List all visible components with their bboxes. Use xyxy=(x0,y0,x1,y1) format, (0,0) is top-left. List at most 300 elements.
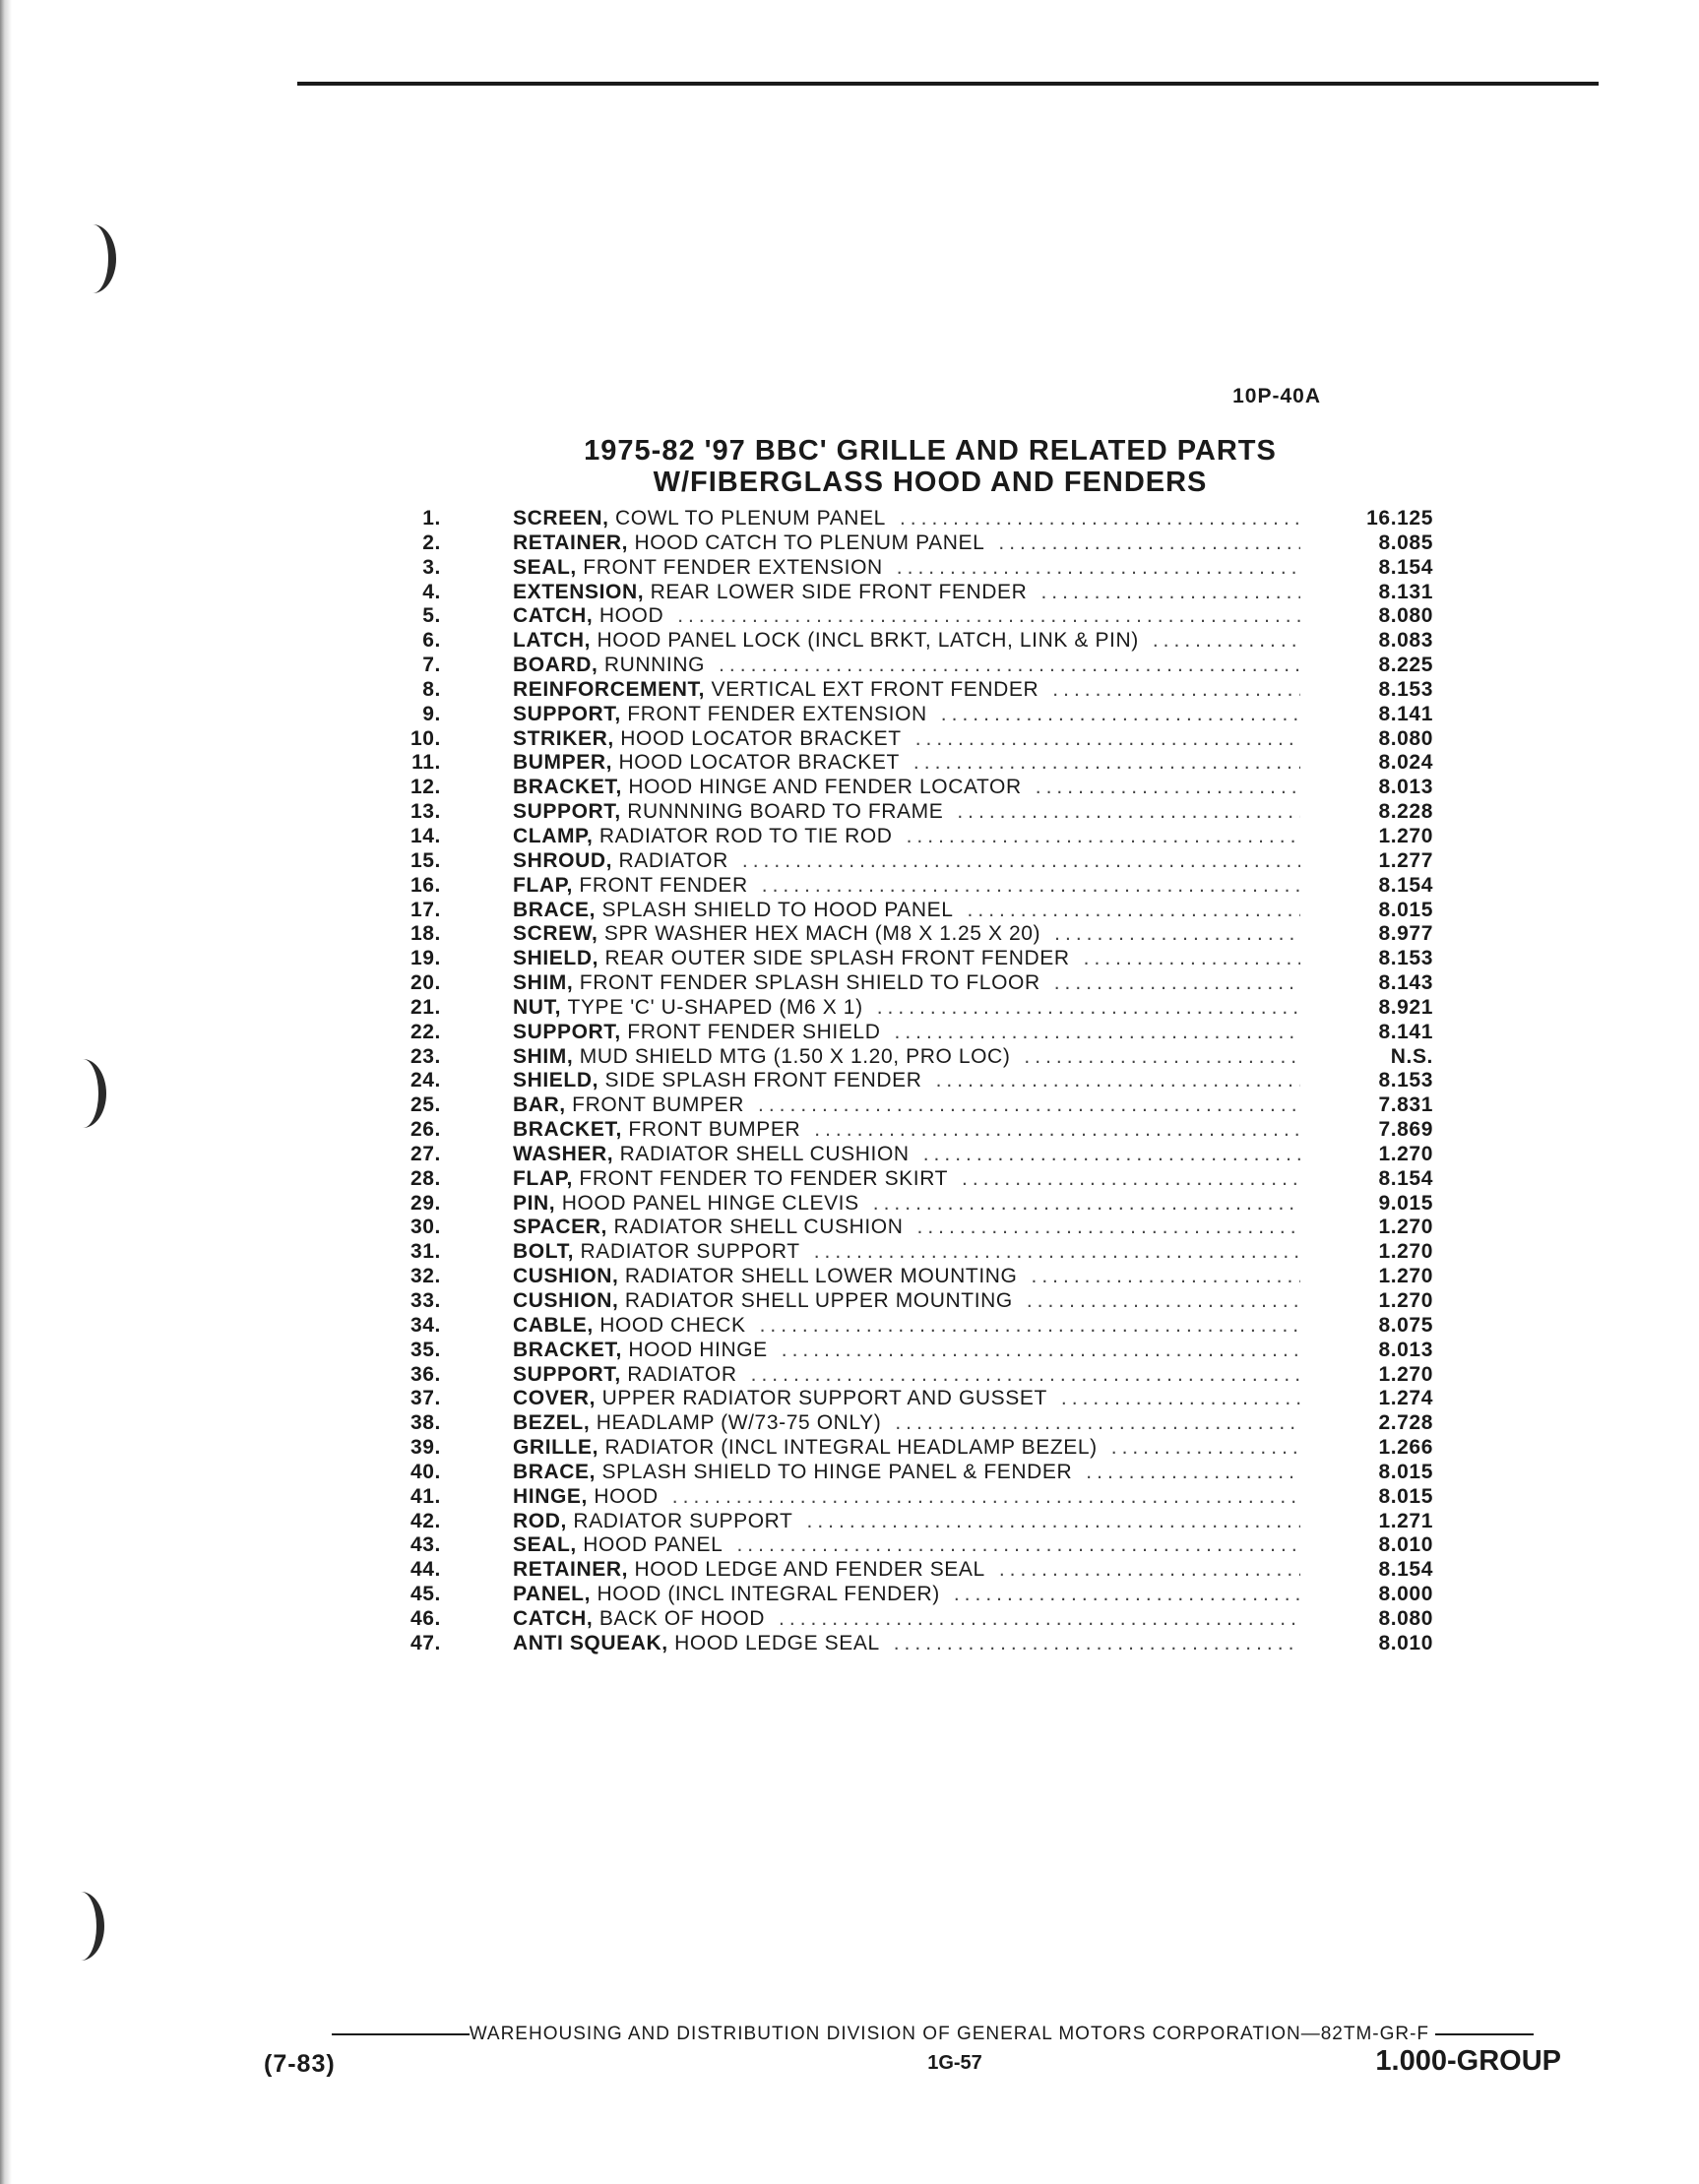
item-description xyxy=(513,800,1300,825)
group-number: 1.270 xyxy=(1378,1240,1433,1264)
dot-leader xyxy=(1084,947,1300,971)
item-detail: RUNNNING BOARD TO FRAME xyxy=(627,800,944,824)
item-description xyxy=(513,849,1300,874)
parts-list-row xyxy=(394,1387,1437,1411)
group-number: 8.085 xyxy=(1378,530,1433,554)
item-detail: FRONT BUMPER xyxy=(628,1118,801,1142)
item-detail: RADIATOR SHELL CUSHION xyxy=(613,1216,904,1239)
parts-list-row xyxy=(394,1265,1437,1289)
dot-leader xyxy=(916,1216,1300,1240)
dot-leader xyxy=(760,1314,1300,1339)
item-detail: HOOD PANEL xyxy=(583,1533,724,1557)
dot-leader xyxy=(897,556,1300,581)
group-number: 7.869 xyxy=(1378,1118,1433,1142)
parts-list-row xyxy=(394,1363,1437,1388)
dot-leader xyxy=(936,1069,1300,1093)
parts-list-row xyxy=(394,1289,1437,1314)
dot-leader xyxy=(915,727,1300,752)
dot-leader xyxy=(1153,629,1300,654)
dot-leader xyxy=(782,1339,1300,1363)
item-description xyxy=(513,581,1300,605)
parts-list-row xyxy=(394,1143,1437,1167)
item-name: SUPPORT, xyxy=(513,1020,621,1043)
group-number: N.S. xyxy=(1390,1044,1433,1068)
parts-list xyxy=(394,507,1437,1656)
item-number: 10. xyxy=(410,726,441,750)
item-description xyxy=(513,1607,1300,1632)
footer-group: 1.000-GROUP xyxy=(1375,2045,1561,2077)
item-description xyxy=(513,874,1300,899)
item-detail: TYPE 'C' U-SHAPED (M6 X 1) xyxy=(567,995,863,1019)
item-name: BRACKET, xyxy=(513,776,622,799)
item-description xyxy=(513,776,1300,800)
item-name: FLAP, xyxy=(513,873,573,897)
dot-leader xyxy=(1086,1461,1300,1485)
group-number: 8.143 xyxy=(1378,971,1433,995)
item-number: 25. xyxy=(410,1093,441,1117)
item-description xyxy=(513,1339,1300,1363)
dot-leader xyxy=(806,1510,1300,1534)
item-detail: HOOD xyxy=(594,1484,659,1508)
item-name: SHIM, xyxy=(513,971,574,995)
item-detail: RADIATOR SUPPORT xyxy=(573,1509,793,1532)
group-number: 1.270 xyxy=(1378,1362,1433,1386)
group-number: 8.080 xyxy=(1378,726,1433,750)
item-name: CLAMP, xyxy=(513,824,594,847)
item-detail: SPLASH SHIELD TO HOOD PANEL xyxy=(601,898,954,921)
item-number: 23. xyxy=(410,1044,441,1068)
item-number: 3. xyxy=(422,555,441,579)
item-number: 39. xyxy=(410,1436,441,1460)
group-number: 8.228 xyxy=(1378,800,1433,824)
item-description xyxy=(513,1510,1300,1534)
group-number: 8.225 xyxy=(1378,654,1433,677)
item-name: CUSHION, xyxy=(513,1289,619,1312)
footer-page-number: 1G-57 xyxy=(927,2052,982,2074)
item-description xyxy=(513,1485,1300,1510)
item-detail: HOOD xyxy=(598,604,664,628)
parts-list-row xyxy=(394,800,1437,825)
item-description xyxy=(513,1461,1300,1485)
parts-list-row xyxy=(394,1240,1437,1265)
item-description xyxy=(513,727,1300,752)
dot-leader xyxy=(1040,581,1300,605)
group-number: 8.015 xyxy=(1378,1460,1433,1483)
dot-leader xyxy=(954,1583,1300,1607)
item-number: 41. xyxy=(410,1484,441,1508)
item-number: 18. xyxy=(410,922,441,946)
footer-rule-left xyxy=(332,2033,470,2035)
page-title-line2: W/FIBERGLASS HOOD AND FENDERS xyxy=(653,467,1208,498)
item-detail: HOOD (INCL INTEGRAL FENDER) xyxy=(597,1583,940,1606)
group-number: 8.131 xyxy=(1378,580,1433,603)
parts-list-row xyxy=(394,1533,1437,1558)
item-name: SHIM, xyxy=(513,1044,574,1068)
item-description xyxy=(513,604,1300,629)
item-description xyxy=(513,1069,1300,1093)
item-description xyxy=(513,899,1300,923)
item-description xyxy=(513,1045,1300,1070)
footer-rule-right xyxy=(1435,2033,1534,2035)
parts-list-row xyxy=(394,899,1437,923)
item-description xyxy=(513,1533,1300,1558)
item-detail: RADIATOR SHELL LOWER MOUNTING xyxy=(624,1265,1018,1288)
footer-division-text: WAREHOUSING AND DISTRIBUTION DIVISION OF GENERAL MOTORS CORPORATION—82TM-GR-F xyxy=(469,2024,1430,2044)
item-description xyxy=(513,1289,1300,1314)
binder-hole-top xyxy=(69,224,116,293)
item-detail: RADIATOR SHELL CUSHION xyxy=(619,1142,910,1165)
item-detail: MUD SHIELD MTG (1.50 X 1.20, PRO LOC) xyxy=(579,1044,1011,1068)
item-name: BRACKET, xyxy=(513,1338,622,1361)
item-detail: SIDE SPLASH FRONT FENDER xyxy=(604,1069,922,1092)
item-name: EXTENSION, xyxy=(513,580,645,603)
dot-leader xyxy=(913,751,1300,776)
item-number: 15. xyxy=(410,848,441,872)
item-number: 24. xyxy=(410,1069,441,1092)
item-detail: RUNNING xyxy=(603,654,706,677)
group-number: 8.010 xyxy=(1378,1631,1433,1654)
item-number: 28. xyxy=(410,1166,441,1190)
dot-leader xyxy=(758,1093,1300,1118)
item-description xyxy=(513,971,1300,996)
dot-leader xyxy=(968,899,1300,923)
parts-list-row xyxy=(394,1167,1437,1192)
item-name: PANEL, xyxy=(513,1583,592,1606)
item-name: CATCH, xyxy=(513,604,594,628)
item-detail: FRONT FENDER EXTENSION xyxy=(583,555,883,579)
item-name: SUPPORT, xyxy=(513,1362,621,1386)
item-description xyxy=(513,1192,1300,1217)
item-detail: RADIATOR ROD TO TIE ROD xyxy=(598,824,893,847)
item-name: SCREEN, xyxy=(513,507,609,530)
reference-code: 10P-40A xyxy=(1232,385,1321,407)
parts-list-row xyxy=(394,1045,1437,1070)
group-number: 8.080 xyxy=(1378,1606,1433,1630)
parts-list-row xyxy=(394,874,1437,899)
item-name: STRIKER, xyxy=(513,726,614,750)
dot-leader xyxy=(1061,1387,1300,1411)
item-name: GRILLE, xyxy=(513,1436,599,1460)
parts-list-row xyxy=(394,1021,1437,1045)
parts-list-row xyxy=(394,703,1437,727)
item-number: 35. xyxy=(410,1338,441,1361)
item-detail: HOOD CHECK xyxy=(599,1313,746,1337)
item-number: 37. xyxy=(410,1387,441,1410)
parts-list-row xyxy=(394,727,1437,752)
parts-list-row xyxy=(394,581,1437,605)
parts-list-row xyxy=(394,1118,1437,1143)
item-name: BOLT, xyxy=(513,1240,575,1264)
item-detail: HOOD LOCATOR BRACKET xyxy=(618,751,900,775)
item-description xyxy=(513,1216,1300,1240)
item-description xyxy=(513,678,1300,703)
group-number: 8.141 xyxy=(1378,702,1433,725)
item-detail: RADIATOR (INCL INTEGRAL HEADLAMP BEZEL) xyxy=(604,1436,1098,1460)
item-number: 38. xyxy=(410,1411,441,1435)
item-description xyxy=(513,1387,1300,1411)
dot-leader xyxy=(1024,1045,1300,1070)
item-detail: HEADLAMP (W/73-75 ONLY) xyxy=(596,1411,882,1435)
item-name: BRACKET, xyxy=(513,1118,622,1142)
item-name: SHIELD, xyxy=(513,947,599,970)
item-number: 14. xyxy=(410,824,441,847)
item-detail: VERTICAL EXT FRONT FENDER xyxy=(711,677,1039,701)
item-description xyxy=(513,1118,1300,1143)
parts-list-row xyxy=(394,604,1437,629)
parts-list-row xyxy=(394,971,1437,996)
item-name: ANTI SQUEAK, xyxy=(513,1631,668,1654)
item-description xyxy=(513,1436,1300,1461)
item-description xyxy=(513,1632,1300,1656)
item-detail: RADIATOR SHELL UPPER MOUNTING xyxy=(624,1289,1013,1312)
parts-list-row xyxy=(394,678,1437,703)
dot-leader xyxy=(719,654,1300,678)
item-number: 12. xyxy=(410,776,441,799)
item-detail: REAR OUTER SIDE SPLASH FRONT FENDER xyxy=(604,947,1070,970)
item-detail: REAR LOWER SIDE FRONT FENDER xyxy=(650,580,1028,603)
item-name: SPACER, xyxy=(513,1216,607,1239)
group-number: 1.277 xyxy=(1378,848,1433,872)
item-number: 31. xyxy=(410,1240,441,1264)
parts-list-row xyxy=(394,751,1437,776)
item-number: 11. xyxy=(411,751,441,775)
group-number: 8.013 xyxy=(1378,776,1433,799)
dot-leader xyxy=(923,1143,1300,1167)
dot-leader xyxy=(1036,776,1300,800)
item-number: 6. xyxy=(422,629,441,653)
item-description xyxy=(513,947,1300,971)
item-name: ROD, xyxy=(513,1509,567,1532)
group-number: 1.271 xyxy=(1378,1509,1433,1532)
item-number: 19. xyxy=(410,947,441,970)
item-number: 17. xyxy=(410,898,441,921)
dot-leader xyxy=(751,1363,1300,1388)
item-name: SEAL, xyxy=(513,1533,577,1557)
item-name: BRACE, xyxy=(513,898,597,921)
item-number: 36. xyxy=(410,1362,441,1386)
parts-list-row xyxy=(394,1436,1437,1461)
item-detail: HOOD HINGE AND FENDER LOCATOR xyxy=(628,776,1022,799)
item-detail: SPR WASHER HEX MACH (M8 X 1.25 X 20) xyxy=(603,922,1041,946)
item-description xyxy=(513,922,1300,947)
item-name: CUSHION, xyxy=(513,1265,619,1288)
item-description xyxy=(513,751,1300,776)
dot-leader xyxy=(1054,922,1300,947)
dot-leader xyxy=(1111,1436,1300,1461)
group-number: 8.153 xyxy=(1378,677,1433,701)
parts-list-row xyxy=(394,1339,1437,1363)
item-name: FLAP, xyxy=(513,1166,573,1190)
item-name: CABLE, xyxy=(513,1313,594,1337)
group-number: 1.270 xyxy=(1378,1216,1433,1239)
item-description xyxy=(513,1143,1300,1167)
dot-leader xyxy=(1031,1265,1300,1289)
item-description xyxy=(513,1363,1300,1388)
group-number: 1.274 xyxy=(1378,1387,1433,1410)
page-edge-shadow xyxy=(0,0,12,2184)
item-number: 9. xyxy=(422,702,441,725)
parts-list-row xyxy=(394,1069,1437,1093)
group-number: 1.270 xyxy=(1378,1142,1433,1165)
parts-list-row xyxy=(394,1314,1437,1339)
item-name: SEAL, xyxy=(513,555,577,579)
item-name: WASHER, xyxy=(513,1142,614,1165)
item-description xyxy=(513,703,1300,727)
item-detail: FRONT FENDER TO FENDER SKIRT xyxy=(579,1166,949,1190)
parts-list-row xyxy=(394,629,1437,654)
item-number: 30. xyxy=(410,1216,441,1239)
item-detail: FRONT FENDER EXTENSION xyxy=(627,702,927,725)
group-number: 8.153 xyxy=(1378,947,1433,970)
item-name: BOARD, xyxy=(513,654,598,677)
dot-leader xyxy=(779,1607,1300,1632)
dot-leader xyxy=(894,1632,1300,1656)
group-number: 8.153 xyxy=(1378,1069,1433,1092)
parts-list-row xyxy=(394,776,1437,800)
dot-leader xyxy=(907,825,1300,849)
parts-list-row xyxy=(394,1485,1437,1510)
item-detail: HOOD LEDGE SEAL xyxy=(674,1631,880,1654)
item-number: 16. xyxy=(410,873,441,897)
item-name: REINFORCEMENT, xyxy=(513,677,706,701)
item-name: SUPPORT, xyxy=(513,800,621,824)
item-name: LATCH, xyxy=(513,629,592,653)
item-description xyxy=(513,1167,1300,1192)
item-number: 40. xyxy=(410,1460,441,1483)
group-number: 8.141 xyxy=(1378,1020,1433,1043)
item-description xyxy=(513,996,1300,1021)
group-number: 8.977 xyxy=(1378,922,1433,946)
parts-list-row xyxy=(394,1510,1437,1534)
dot-leader xyxy=(814,1118,1300,1143)
parts-list-row xyxy=(394,996,1437,1021)
parts-list-row xyxy=(394,922,1437,947)
group-number: 8.075 xyxy=(1378,1313,1433,1337)
dot-leader xyxy=(957,800,1300,825)
item-name: CATCH, xyxy=(513,1606,594,1630)
group-number: 7.831 xyxy=(1378,1093,1433,1117)
item-number: 44. xyxy=(410,1558,441,1582)
item-name: COVER, xyxy=(513,1387,597,1410)
group-number: 8.154 xyxy=(1378,1558,1433,1582)
item-detail: RADIATOR xyxy=(627,1362,737,1386)
group-number: 8.013 xyxy=(1378,1338,1433,1361)
group-number: 1.270 xyxy=(1378,1289,1433,1312)
item-name: BRACE, xyxy=(513,1460,597,1483)
dot-leader xyxy=(814,1240,1300,1265)
binder-hole-bottom xyxy=(57,1892,104,1961)
group-number: 16.125 xyxy=(1366,507,1433,530)
item-name: HINGE, xyxy=(513,1484,588,1508)
parts-list-row xyxy=(394,556,1437,581)
parts-list-row xyxy=(394,531,1437,556)
group-number: 1.266 xyxy=(1378,1436,1433,1460)
item-description xyxy=(513,1265,1300,1289)
item-number: 46. xyxy=(410,1606,441,1630)
item-number: 34. xyxy=(410,1313,441,1337)
parts-list-row xyxy=(394,849,1437,874)
dot-leader xyxy=(1027,1289,1300,1314)
parts-list-row xyxy=(394,825,1437,849)
top-rule xyxy=(297,82,1599,86)
item-number: 1. xyxy=(422,507,441,530)
item-number: 22. xyxy=(410,1020,441,1043)
item-number: 4. xyxy=(422,580,441,603)
item-detail: FRONT FENDER SHIELD xyxy=(627,1020,881,1043)
item-description xyxy=(513,1583,1300,1607)
item-description xyxy=(513,654,1300,678)
group-number: 1.270 xyxy=(1378,824,1433,847)
dot-leader xyxy=(894,1021,1300,1045)
item-number: 32. xyxy=(410,1265,441,1288)
dot-leader xyxy=(672,1485,1300,1510)
item-description xyxy=(513,825,1300,849)
dot-leader xyxy=(1054,971,1300,996)
item-number: 5. xyxy=(422,604,441,628)
item-description xyxy=(513,629,1300,654)
binder-hole-middle xyxy=(59,1059,106,1128)
parts-list-row xyxy=(394,654,1437,678)
item-description xyxy=(513,556,1300,581)
item-number: 2. xyxy=(422,530,441,554)
item-name: SHROUD, xyxy=(513,848,613,872)
item-detail: HOOD LOCATOR BRACKET xyxy=(620,726,902,750)
item-name: PIN, xyxy=(513,1191,556,1215)
parts-list-row xyxy=(394,947,1437,971)
item-name: RETAINER, xyxy=(513,1558,629,1582)
item-number: 27. xyxy=(410,1142,441,1165)
item-number: 20. xyxy=(410,971,441,995)
dot-leader xyxy=(999,1558,1300,1583)
item-detail: FRONT FENDER xyxy=(579,873,748,897)
dot-leader xyxy=(941,703,1300,727)
item-number: 33. xyxy=(410,1289,441,1312)
parts-list-row xyxy=(394,507,1437,531)
parts-list-row xyxy=(394,1558,1437,1583)
dot-leader xyxy=(677,604,1300,629)
item-detail: HOOD PANEL HINGE CLEVIS xyxy=(561,1191,859,1215)
parts-list-row xyxy=(394,1411,1437,1436)
group-number: 8.083 xyxy=(1378,629,1433,653)
item-description xyxy=(513,1093,1300,1118)
dot-leader xyxy=(742,849,1300,874)
group-number: 2.728 xyxy=(1378,1411,1433,1435)
dot-leader xyxy=(736,1533,1300,1558)
item-name: BAR, xyxy=(513,1093,566,1117)
group-number: 8.154 xyxy=(1378,873,1433,897)
item-name: RETAINER, xyxy=(513,530,629,554)
parts-list-row xyxy=(394,1192,1437,1217)
item-name: SUPPORT, xyxy=(513,702,621,725)
item-number: 7. xyxy=(422,654,441,677)
dot-leader xyxy=(962,1167,1300,1192)
dot-leader xyxy=(762,874,1300,899)
group-number: 9.015 xyxy=(1378,1191,1433,1215)
parts-list-row xyxy=(394,1461,1437,1485)
item-description xyxy=(513,1314,1300,1339)
dot-leader xyxy=(998,531,1300,556)
item-description xyxy=(513,507,1300,531)
dot-leader xyxy=(1052,678,1300,703)
page-title-line1: 1975-82 '97 BBC' GRILLE AND RELATED PARTS xyxy=(584,435,1277,467)
group-number: 8.000 xyxy=(1378,1583,1433,1606)
item-description xyxy=(513,1558,1300,1583)
parts-list-row xyxy=(394,1632,1437,1656)
item-description xyxy=(513,1411,1300,1436)
group-number: 8.154 xyxy=(1378,555,1433,579)
item-number: 8. xyxy=(422,677,441,701)
item-detail: HOOD LEDGE AND FENDER SEAL xyxy=(634,1558,985,1582)
